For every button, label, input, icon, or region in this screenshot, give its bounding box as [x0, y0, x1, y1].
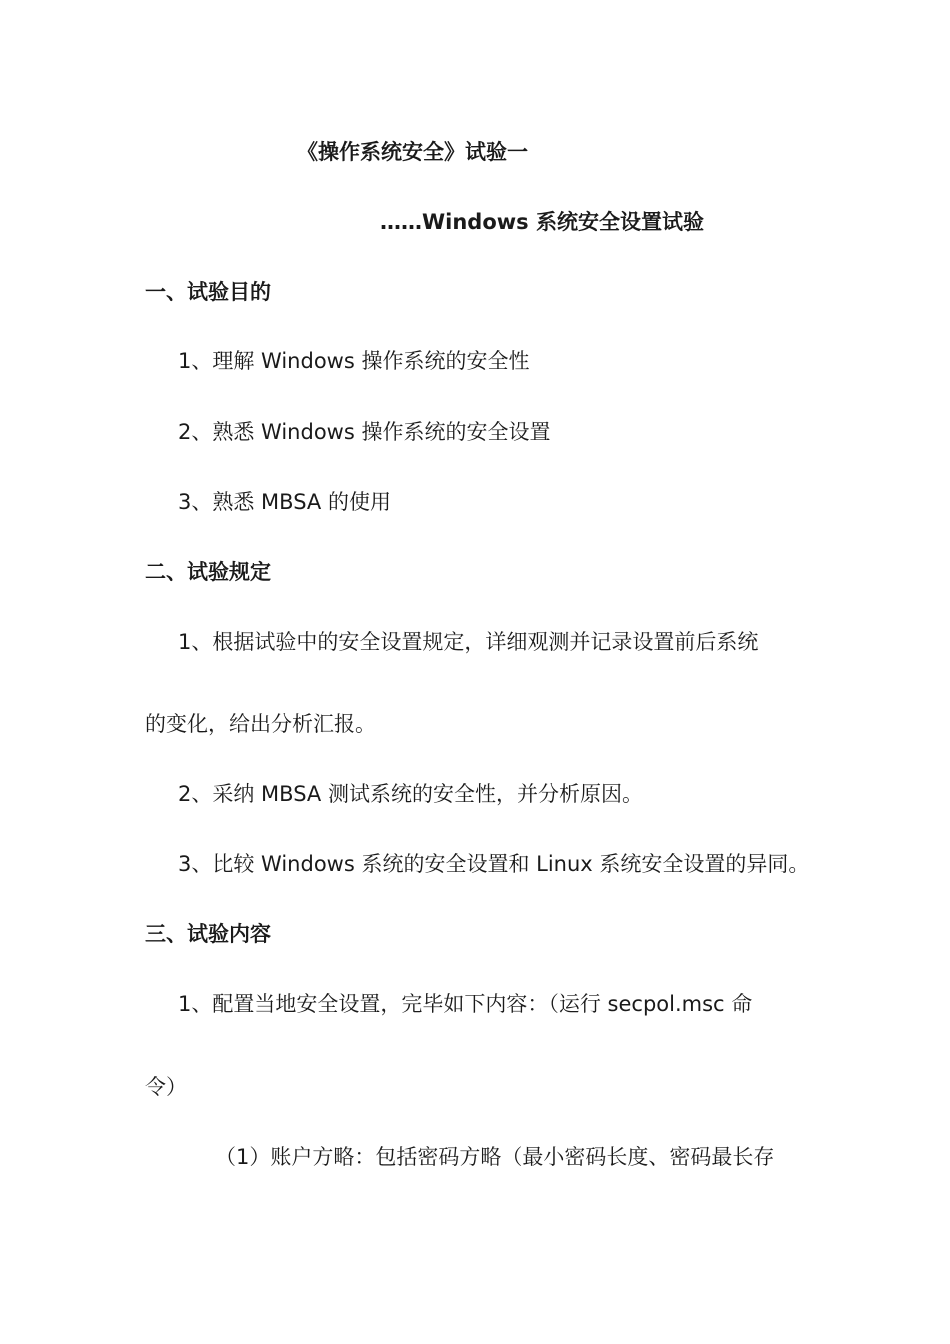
- document-title: 《操作系统安全》试验一: [297, 140, 528, 164]
- paragraph-content-1-cont: 令）: [145, 1075, 187, 1099]
- document-subtitle: ……Windows 系统安全设置试验: [380, 210, 704, 234]
- section-heading-objectives: 一、试验目的: [145, 280, 271, 304]
- paragraph-content-1-sub-1: （1）账户方略：包括密码方略（最小密码长度、密码最长存: [215, 1145, 775, 1169]
- paragraph-content-1: 1、配置当地安全设置，完毕如下内容：（运行 secpol.msc 命: [178, 992, 753, 1016]
- paragraph-requirement-2: 2、采纳 MBSA 测试系统的安全性，并分析原因。: [178, 782, 643, 806]
- paragraph-requirement-1-cont: 的变化，给出分析汇报。: [145, 712, 376, 736]
- paragraph-objective-1: 1、理解 Windows 操作系统的安全性: [178, 349, 530, 373]
- section-heading-content: 三、试验内容: [145, 922, 271, 946]
- paragraph-requirement-1: 1、根据试验中的安全设置规定，详细观测并记录设置前后系统: [178, 630, 759, 654]
- paragraph-objective-3: 3、熟悉 MBSA 的使用: [178, 490, 391, 514]
- section-heading-requirements: 二、试验规定: [145, 560, 271, 584]
- paragraph-requirement-3: 3、比较 Windows 系统的安全设置和 Linux 系统安全设置的异同。: [178, 852, 810, 876]
- paragraph-objective-2: 2、熟悉 Windows 操作系统的安全设置: [178, 420, 551, 444]
